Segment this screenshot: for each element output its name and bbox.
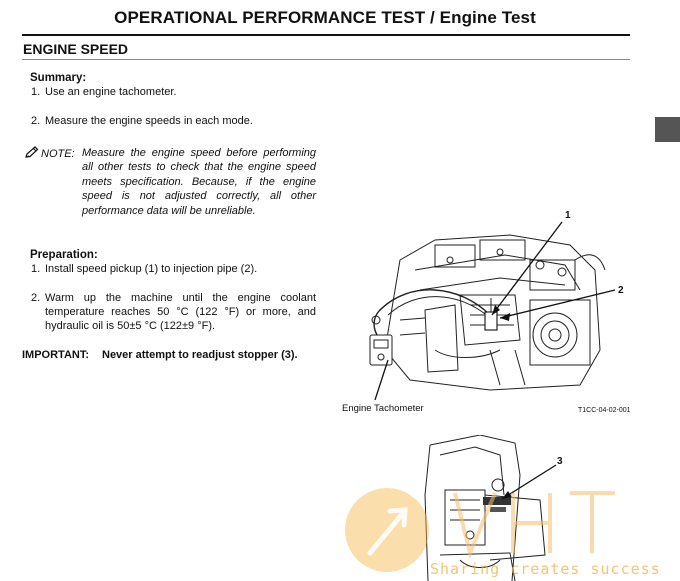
- preparation-item-2-text: Warm up the machine until the engine coolant temperature reaches 50 °C (122 °F) or more, and hydraulic oil is 50±5 °C (122±9 °F).: [45, 292, 316, 332]
- pencil-icon: [24, 146, 39, 159]
- important-text: Never attempt to readjust stopper (3).: [102, 349, 298, 361]
- preparation-block: [26, 248, 316, 333]
- note-block: [24, 146, 316, 218]
- note-label-wrap: [24, 146, 75, 161]
- preparation-item-1-text: Install speed pickup (1) to injection pipe (2).: [45, 263, 258, 275]
- important-block: [22, 348, 318, 362]
- page-title: OPERATIONAL PERFORMANCE TEST / Engine Test: [114, 8, 536, 27]
- summary-item-2-num: 2.: [31, 115, 41, 127]
- callout-2: 2: [618, 285, 624, 296]
- preparation-item-2-num: 2.: [31, 292, 41, 304]
- note-label: NOTE:: [41, 148, 75, 160]
- callout-3: 3: [557, 456, 563, 467]
- figure-caption: Engine Tachometer: [342, 403, 424, 414]
- note-text: Measure the engine speed before performing all other tests to check that the engine speed meets specification. Because, if the engine speed is not adjusted correctly, all other performance data will be unreliable.: [82, 147, 316, 217]
- figure-code: T1CC-04-02-001: [578, 407, 631, 414]
- engine-tachometer-figure: [340, 200, 640, 400]
- preparation-item-1: [26, 262, 316, 276]
- summary-block: [26, 71, 316, 128]
- callout-1: 1: [565, 210, 571, 221]
- summary-item-1-num: 1.: [31, 86, 41, 98]
- summary-heading: Summary:: [30, 72, 87, 84]
- preparation-heading: Preparation:: [30, 249, 98, 261]
- summary-item-2: [26, 114, 316, 128]
- summary-item-2-text: Measure the engine speeds in each mode.: [45, 115, 253, 127]
- summary-item-1: [26, 85, 316, 99]
- title-divider: [22, 34, 630, 36]
- watermark-text: Sharing creates success: [430, 560, 661, 578]
- preparation-item-1-num: 1.: [31, 263, 41, 275]
- important-label: IMPORTANT:: [22, 349, 90, 361]
- section-divider: [22, 59, 630, 60]
- page-tab-marker: [655, 117, 680, 142]
- preparation-item-2: [26, 291, 316, 333]
- section-heading: ENGINE SPEED: [23, 41, 129, 57]
- summary-item-1-text: Use an engine tachometer.: [45, 86, 177, 98]
